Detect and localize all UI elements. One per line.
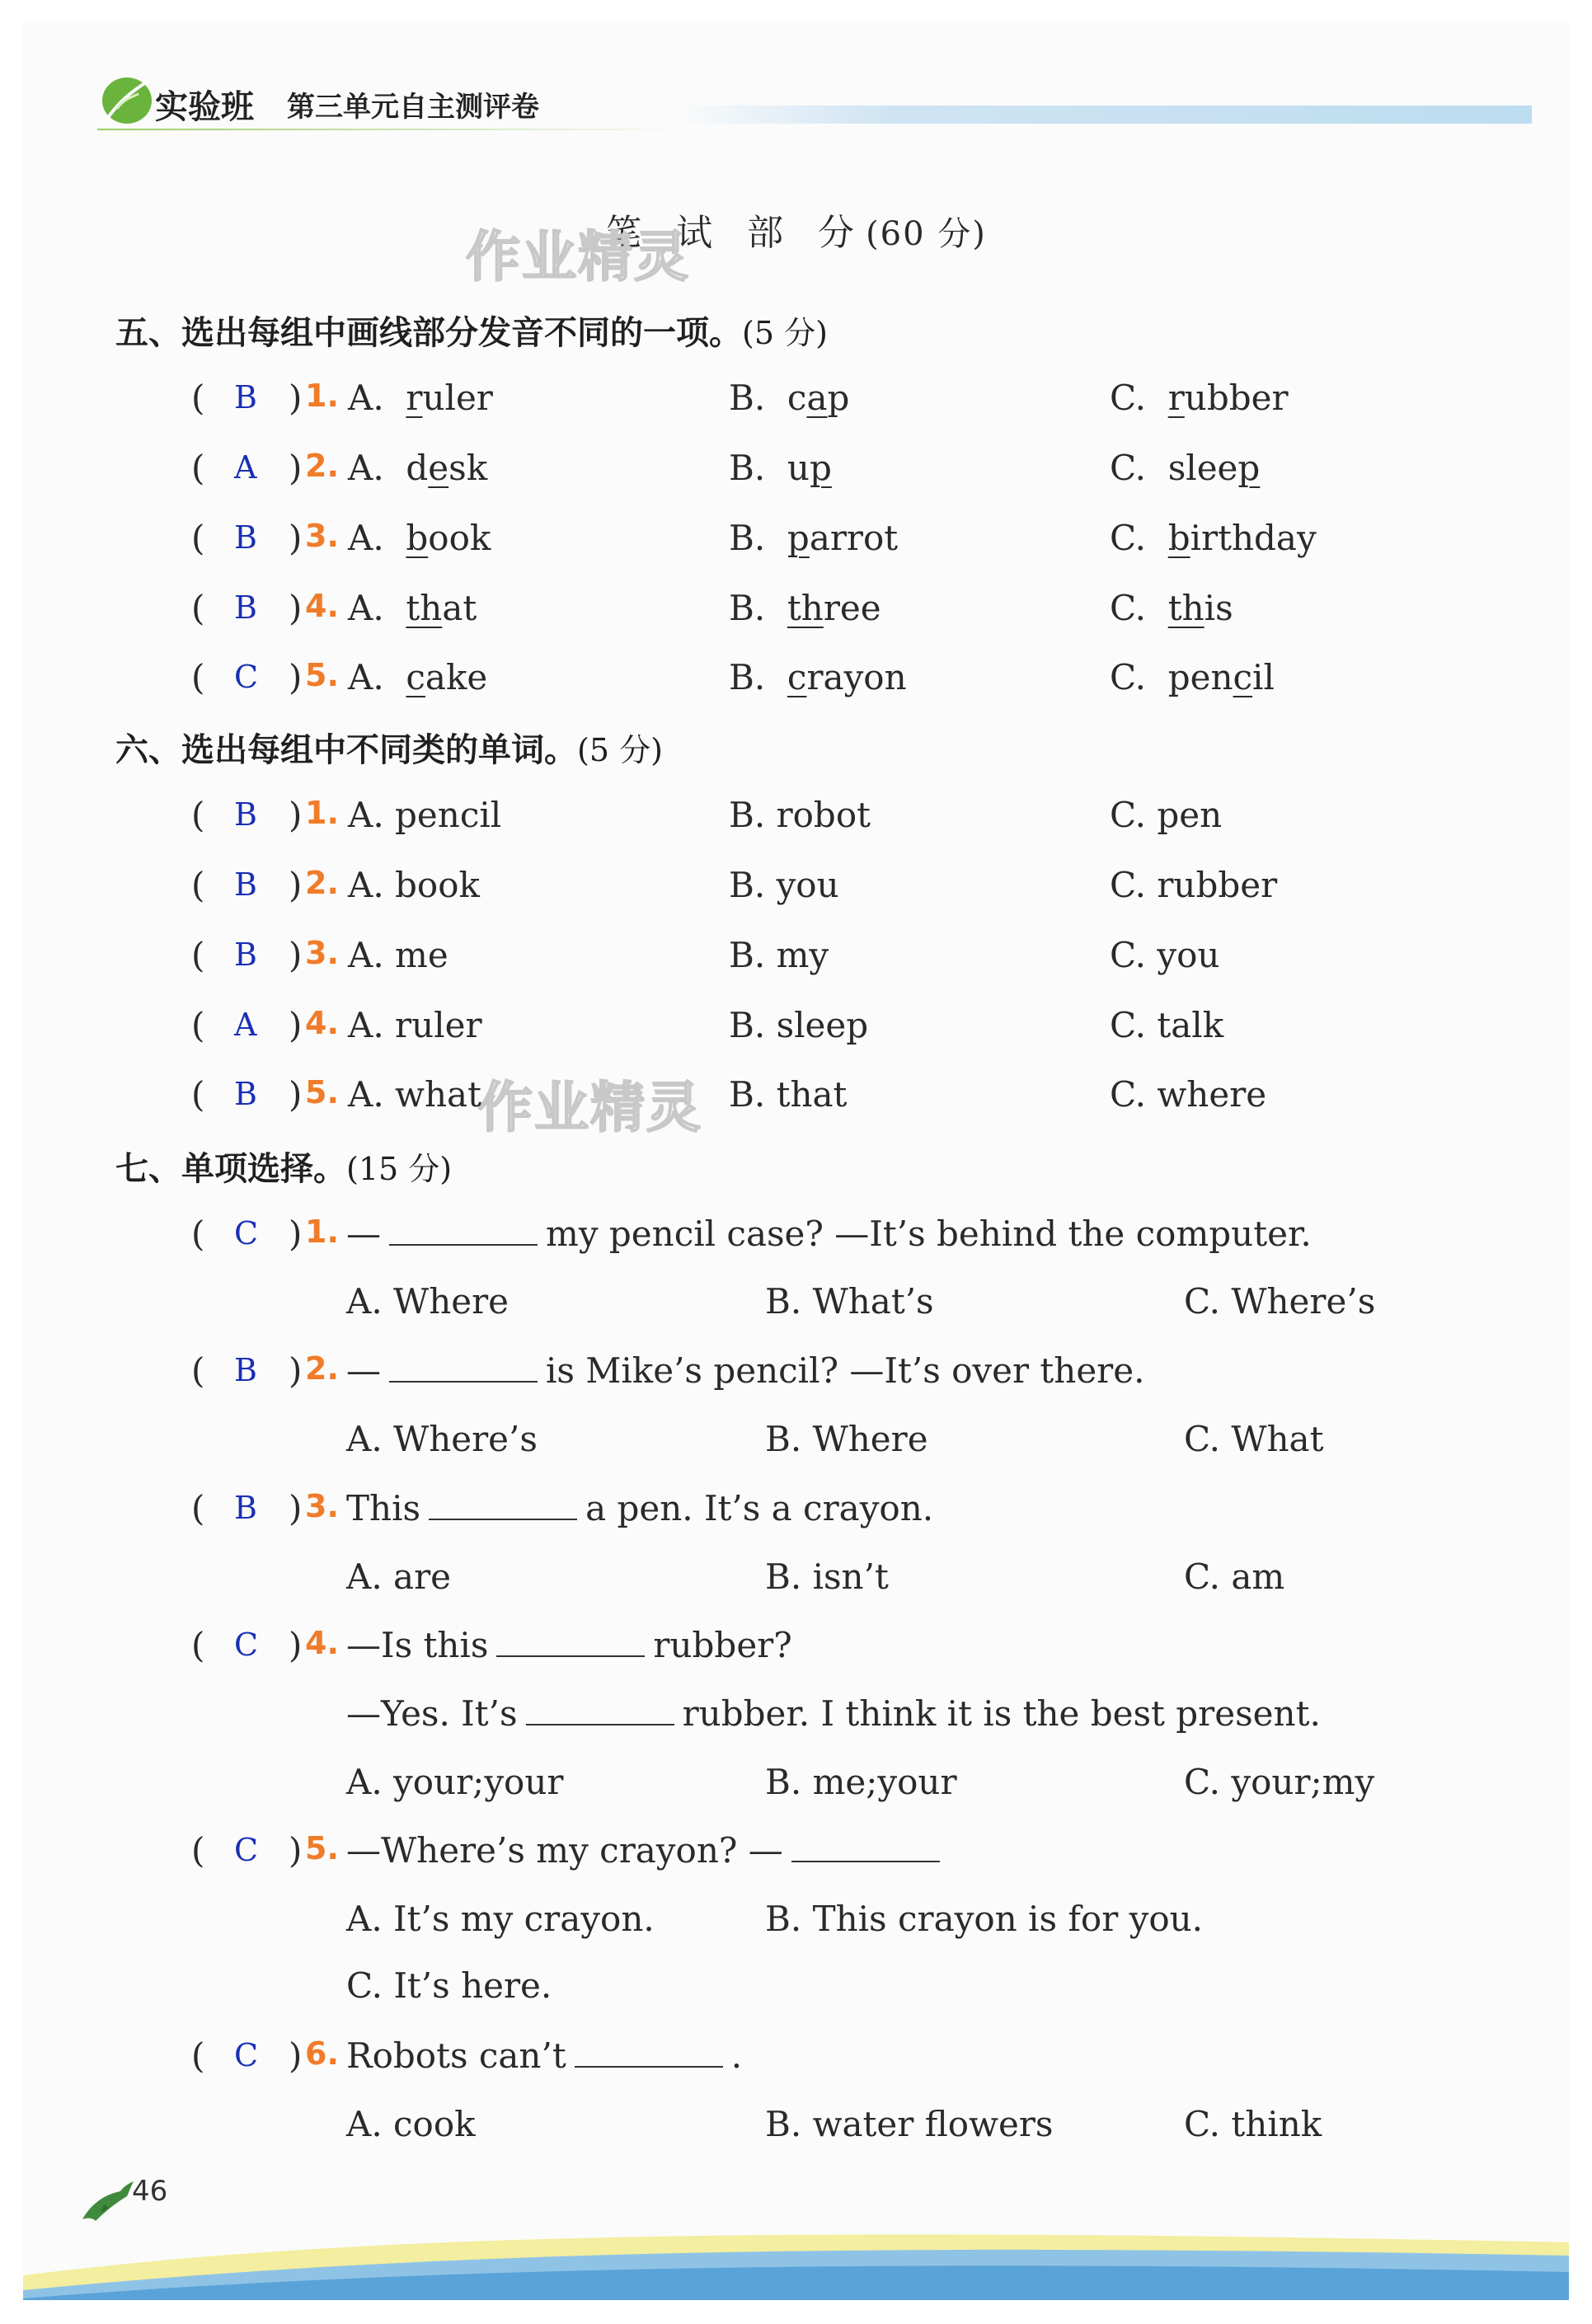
- question-stem: —Where’s my crayon? —: [346, 1830, 948, 1871]
- question-number: 5.: [305, 657, 339, 693]
- option-c: C. this: [1110, 588, 1233, 628]
- option-a: A. book: [348, 865, 480, 905]
- section-title: 笔 试 部 分: [605, 212, 866, 254]
- part7-title: [115, 1143, 452, 1190]
- question-row: ( B ) 1. A. ruler B. cap C. rubber: [191, 378, 1289, 418]
- question-number: 6.: [305, 2035, 339, 2072]
- option-c: C. rubber: [1110, 378, 1289, 418]
- question-row: ( A ) 2. A. desk B. up C. sleep: [191, 448, 1261, 488]
- option-a: A. are: [346, 1556, 452, 1597]
- question-row: ( C ) 4. —Is this rubber?: [191, 1625, 792, 1665]
- option-a: A. Where: [346, 1281, 510, 1322]
- option-c: C. pencil: [1110, 657, 1275, 697]
- option-a: A. desk: [348, 448, 488, 488]
- question-row: ( B ) 1. A. pencil B. robot C. pen: [191, 795, 1223, 835]
- question-stem: Robots can’t .: [346, 2035, 743, 2076]
- question-number: 2.: [305, 865, 339, 901]
- option-b: B. What’s: [765, 1281, 934, 1322]
- option-b: B. This crayon is for you.: [765, 1899, 1204, 1939]
- part5-title-text: 五、选出每组中画线部分发音不同的一项。: [115, 314, 742, 352]
- answer-mark: B: [234, 796, 257, 833]
- part6-title: [115, 724, 663, 771]
- question-stem: —Is this rubber?: [346, 1625, 792, 1665]
- question-row: ( B ) 3. This a pen. It’s a crayon.: [191, 1488, 934, 1528]
- question-number: 1.: [305, 795, 339, 831]
- option-b: B. three: [729, 588, 881, 628]
- answer-blank: [496, 1626, 645, 1657]
- answer-mark: C: [234, 1215, 259, 1251]
- option-b: B. my: [729, 935, 829, 975]
- question-number: 4.: [305, 1625, 339, 1661]
- option-c: C. What: [1184, 1419, 1324, 1459]
- answer-blank: [575, 2036, 723, 2068]
- options-row: [0, 1762, 1592, 1811]
- option-b: B. that: [729, 1074, 848, 1115]
- option-b: B. isn’t: [765, 1556, 889, 1597]
- option-a: A. ruler: [348, 378, 493, 418]
- answer-mark: B: [234, 589, 257, 626]
- section-points: (60 分): [866, 215, 987, 253]
- question-row: ( C ) 6. Robots can’t .: [191, 2035, 743, 2076]
- option-a: A. cake: [348, 657, 488, 697]
- option-c: C. your;my: [1184, 1762, 1375, 1802]
- watermark: 作业精灵: [466, 225, 690, 289]
- page-number: 46: [132, 2175, 168, 2208]
- question-number: 3.: [305, 1488, 339, 1524]
- option-b: B. me;your: [765, 1762, 957, 1802]
- option-a: A. book: [348, 518, 491, 558]
- question-stem: This a pen. It’s a crayon.: [346, 1488, 934, 1528]
- question-number: 4.: [305, 1005, 339, 1041]
- option-c: C. think: [1184, 2104, 1322, 2144]
- option-a: A. me: [348, 935, 448, 975]
- part6-title-text: 六、选出每组中不同类的单词。: [115, 731, 577, 769]
- header-rule: [97, 129, 691, 130]
- answer-mark: C: [234, 2037, 259, 2073]
- answer-mark: A: [234, 449, 257, 486]
- option-c: C. you: [1110, 935, 1220, 975]
- option-b: B. cap: [729, 378, 850, 418]
- option-c: C. rubber: [1110, 865, 1278, 905]
- question-number: 5.: [305, 1830, 339, 1866]
- option-a: A. It’s my crayon.: [346, 1899, 655, 1939]
- footer-wave: [23, 2226, 1569, 2300]
- part5-points: (5 分): [742, 315, 828, 351]
- options-row: [0, 1556, 1592, 1606]
- question-number: 2.: [305, 1350, 339, 1387]
- question-row: ( B ) 3. A. me B. my C. you: [191, 935, 1220, 975]
- part6-points: (5 分): [577, 732, 663, 768]
- part5-title: [115, 307, 828, 354]
- question-number: 1.: [305, 1214, 339, 1250]
- option-c: C. Where’s: [1184, 1281, 1376, 1322]
- answer-mark: B: [234, 1076, 257, 1112]
- option-b: B. water flowers: [765, 2104, 1054, 2144]
- option-a: A. pencil: [348, 795, 502, 835]
- option-b: B. crayon: [729, 657, 907, 697]
- option-a: A. your;your: [346, 1762, 564, 1802]
- answer-blank: [791, 1831, 940, 1862]
- question-stem: — my pencil case? —It’s behind the computer.: [346, 1214, 1312, 1254]
- answer-mark: B: [234, 1490, 257, 1526]
- leaf-logo-icon: [97, 73, 157, 132]
- option-c: C. pen: [1110, 795, 1223, 835]
- part7-title-text: 七、单项选择。: [115, 1150, 346, 1188]
- question-row: ( C ) 5. —Where’s my crayon? —: [0, 1830, 1592, 1880]
- option-a: A. ruler: [348, 1005, 482, 1045]
- option-c: C. talk: [1110, 1005, 1224, 1045]
- question-row: ( C ) 1. — my pencil case? —It’s behind the computer.: [191, 1214, 1312, 1254]
- question-number: 2.: [305, 448, 339, 484]
- question-number: 4.: [305, 588, 339, 624]
- question-row: ( A ) 4. A. ruler B. sleep C. talk: [191, 1005, 1224, 1045]
- watermark: 作业精灵: [478, 1076, 702, 1139]
- answer-blank: [429, 1489, 577, 1520]
- option-c: C. where: [1110, 1074, 1267, 1115]
- question-row: ( B ) 4. A. that B. three C. this: [191, 588, 1233, 628]
- option-b: B. robot: [729, 795, 871, 835]
- question-row: ( B ) 2. A. book B. you C. rubber: [191, 865, 1278, 905]
- answer-mark: B: [234, 866, 257, 903]
- page-footer: [23, 2176, 1569, 2301]
- option-b: B. parrot: [729, 518, 899, 558]
- options-row: [0, 2104, 1592, 2153]
- page-header: [97, 73, 1532, 139]
- option-b: B. Where: [765, 1419, 928, 1459]
- question-number: 5.: [305, 1074, 339, 1110]
- option-c: C. birthday: [1110, 518, 1317, 558]
- option-b: B. sleep: [729, 1005, 869, 1045]
- options-row: [0, 1899, 1592, 1948]
- answer-mark: B: [234, 379, 257, 416]
- answer-mark: B: [234, 519, 257, 556]
- option-c: C. It’s here.: [346, 1965, 552, 2006]
- answer-mark: B: [234, 937, 257, 973]
- option-a: A. that: [348, 588, 477, 628]
- header-band: [674, 106, 1532, 124]
- options-row: [0, 1281, 1592, 1331]
- question-row: ( B ) 2. — is Mike’s pencil? —It’s over there.: [191, 1350, 1145, 1391]
- answer-mark: A: [234, 1007, 257, 1043]
- unit-title: 第三单元自主测评卷: [287, 91, 539, 124]
- options-row: [0, 1965, 1592, 2015]
- question-number: 3.: [305, 518, 339, 554]
- question-number: 3.: [305, 935, 339, 971]
- brand-name: 实验班: [155, 88, 254, 126]
- question-row: ( C ) 5. A. cake B. crayon C. pencil: [191, 657, 1275, 697]
- section-heading: [0, 203, 1592, 256]
- answer-blank: [389, 1214, 538, 1246]
- question-row: ( B ) 3. A. book B. parrot C. birthday: [191, 518, 1317, 558]
- option-a: A. Where’s: [346, 1419, 538, 1459]
- option-c: C. sleep: [1110, 448, 1261, 488]
- option-b: B. up: [729, 448, 832, 488]
- option-b: B. you: [729, 865, 839, 905]
- question-row: ( B ) 5. A. what B. that C. where: [191, 1074, 1267, 1115]
- option-a: A. what: [348, 1074, 481, 1115]
- part7-points: (15 分): [346, 1151, 453, 1187]
- answer-mark: C: [234, 1832, 259, 1868]
- question-stem: — is Mike’s pencil? —It’s over there.: [346, 1350, 1145, 1391]
- options-row: [0, 1419, 1592, 1468]
- option-a: A. cook: [346, 2104, 476, 2144]
- answer-blank: [526, 1694, 674, 1725]
- answer-mark: B: [234, 1352, 257, 1388]
- answer-blank: [389, 1351, 538, 1383]
- question-number: 1.: [305, 378, 339, 414]
- answer-mark: C: [234, 659, 259, 695]
- option-c: C. am: [1184, 1556, 1285, 1597]
- answer-mark: C: [234, 1627, 259, 1663]
- question-stem-line2: —Yes. It’s rubber. I think it is the best present.: [346, 1693, 1321, 1734]
